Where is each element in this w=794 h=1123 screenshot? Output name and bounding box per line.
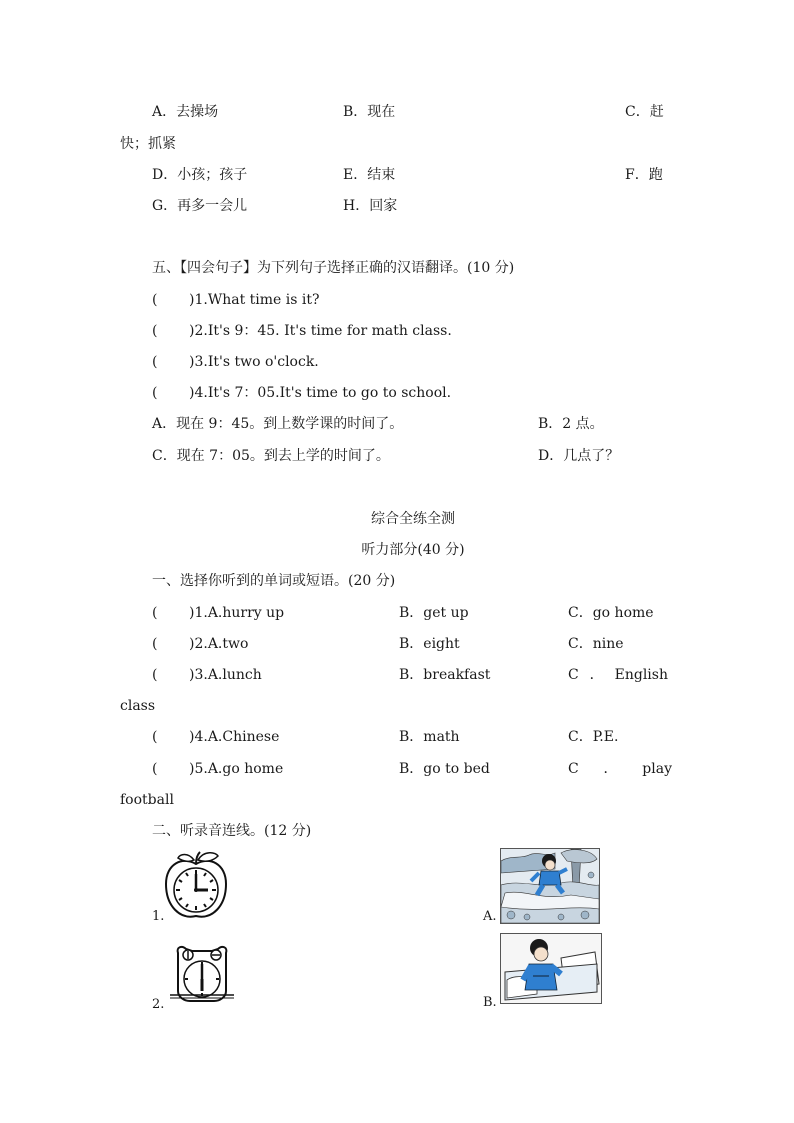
sentence-text: )1.What time is it? <box>189 292 320 308</box>
vocab-option-f: F．跑 <box>625 167 663 183</box>
choice-a: )5.A.go home <box>189 761 284 777</box>
choice-a: )2.A.two <box>189 636 249 652</box>
answer-blank[interactable]: ( <box>152 385 158 401</box>
owl-clock-picture[interactable] <box>168 943 236 1003</box>
section5-title: 五、【四会句子】为下列句子选择正确的汉语翻译。(10 分) <box>152 260 515 276</box>
test-subtitle: 听力部分(40 分) <box>361 542 465 558</box>
owl-clock-icon <box>168 943 236 1003</box>
choice-c: C．go home <box>568 605 654 621</box>
translation-option-a: A．现在 9：45。到上数学课的时间了。 <box>152 416 404 432</box>
choice-c: C．P.E. <box>568 729 619 745</box>
sentence-text: )3.It's two o'clock. <box>189 354 319 370</box>
vocab-option-e: E．结束 <box>343 167 396 183</box>
translation-option-b: B．2 点。 <box>538 416 604 432</box>
choice-a: )4.A.Chinese <box>189 729 280 745</box>
choice-a: )1.A.hurry up <box>189 605 285 621</box>
answer-blank[interactable]: ( <box>152 354 158 370</box>
picture-label-a: A. <box>483 909 497 924</box>
translation-option-c: C．现在 7：05。到去上学的时间了。 <box>152 448 390 464</box>
choice-c: C．nine <box>568 636 624 652</box>
sentence-text: )2.It's 9：45. It's time for math class. <box>189 323 452 339</box>
choice-b: B．get up <box>399 605 469 621</box>
park-scene-icon <box>501 849 599 923</box>
choice-c-continued: football <box>120 792 174 808</box>
vocab-option-g: G．再多一会儿 <box>152 198 248 214</box>
choice-b: B．breakfast <box>399 667 491 683</box>
vocab-option-a: A．去操场 <box>152 104 219 120</box>
translation-option-d: D．几点了？ <box>538 448 620 464</box>
vocab-option-h: H．回家 <box>343 198 398 214</box>
answer-blank[interactable]: ( <box>152 292 158 308</box>
boy-getting-up-picture[interactable] <box>500 933 602 1004</box>
boy-running-in-park-picture[interactable] <box>500 848 600 924</box>
answer-blank[interactable]: ( <box>152 636 158 652</box>
answer-blank[interactable]: ( <box>152 667 158 683</box>
vocab-option-b: B．现在 <box>343 104 396 120</box>
vocab-option-c: C．赶 <box>625 104 664 120</box>
apple-clock-icon <box>162 850 230 922</box>
choice-a: )3.A.lunch <box>189 667 262 683</box>
picture-label-b: B. <box>483 995 497 1010</box>
answer-blank[interactable]: ( <box>152 729 158 745</box>
bedroom-scene-icon <box>501 934 601 1003</box>
answer-blank[interactable]: ( <box>152 605 158 621</box>
answer-blank[interactable]: ( <box>152 761 158 777</box>
vocab-option-d: D．小孩；孩子 <box>152 167 248 183</box>
choice-c-continued: class <box>120 698 156 714</box>
apple-clock-picture[interactable] <box>162 850 230 922</box>
choice-b: B．math <box>399 729 460 745</box>
picture-label-1: 1. <box>152 909 165 924</box>
sentence-text: )4.It's 7：05.It's time to go to school. <box>189 385 452 401</box>
part1-title: 一、选择你听到的单词或短语。(20 分) <box>152 573 396 589</box>
test-title: 综合全练全测 <box>371 511 455 527</box>
choice-c: C．play <box>568 761 672 777</box>
choice-b: B．eight <box>399 636 460 652</box>
choice-b: B．go to bed <box>399 761 490 777</box>
answer-blank[interactable]: ( <box>152 323 158 339</box>
part2-title: 二、听录音连线。(12 分) <box>152 823 312 839</box>
choice-c: C．English <box>568 667 668 683</box>
picture-label-2: 2. <box>152 997 165 1012</box>
vocab-option-c-continued: 快；抓紧 <box>120 136 176 152</box>
